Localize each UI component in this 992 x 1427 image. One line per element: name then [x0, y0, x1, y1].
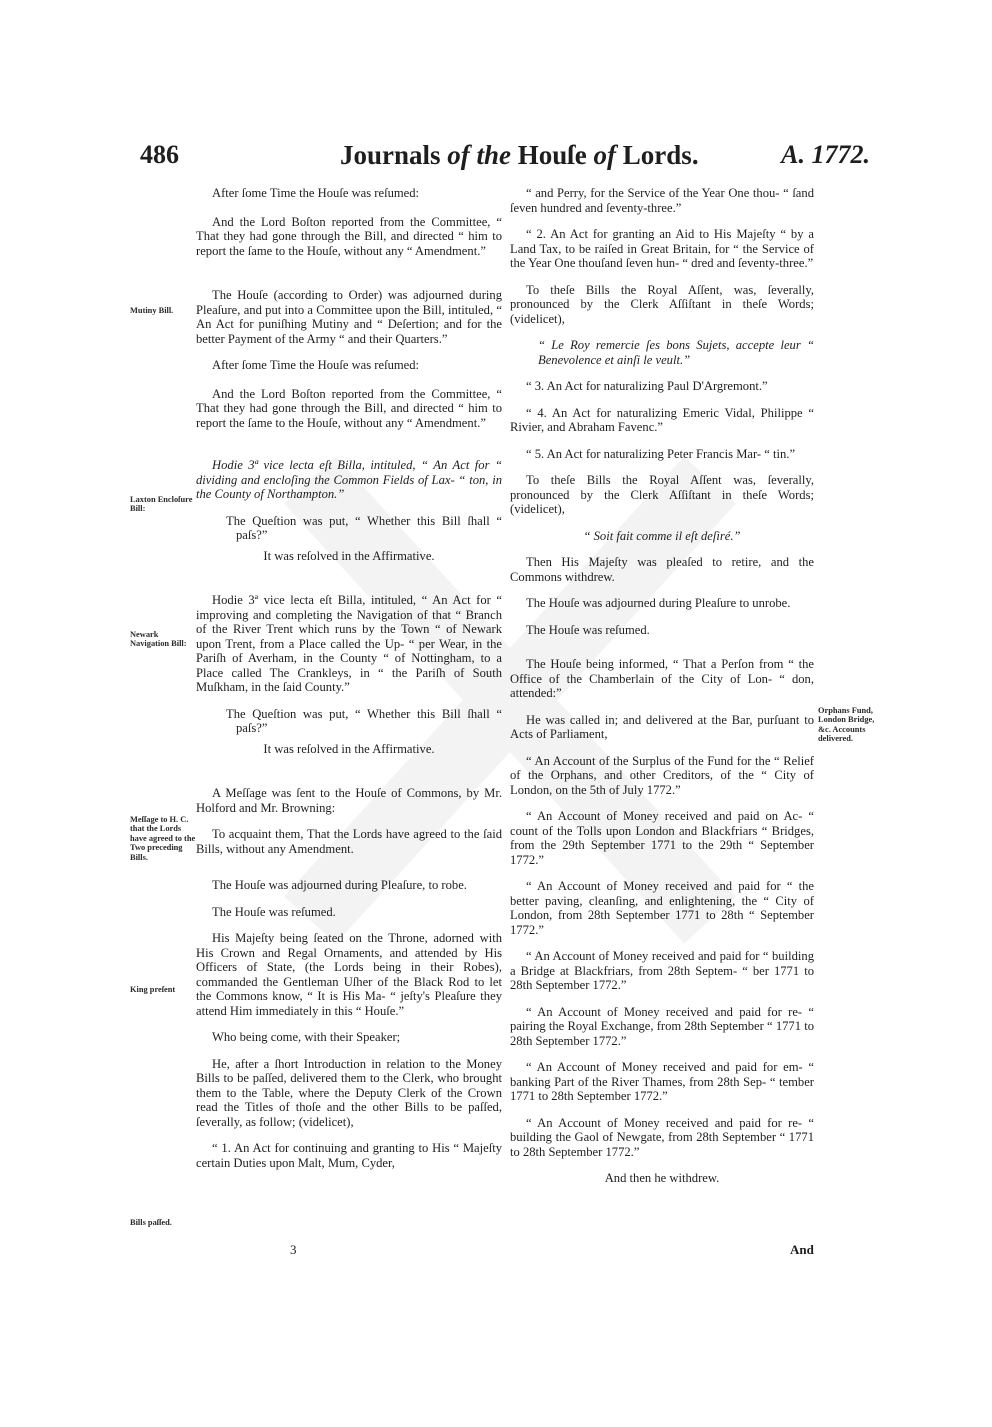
paragraph: “ 3. An Act for naturalizing Paul D'Argremont.” [526, 379, 768, 393]
margin-note-laxton: Laxton Encloſure Bill: [130, 495, 193, 514]
paragraph: After ſome Time the Houſe was reſumed: [212, 358, 420, 372]
margin-note-message: Meſſage to H. C. that the Lords have agreed to the Two preceding Bills. [130, 815, 196, 862]
paragraph: “ An Account of the Surplus of the Fund for the “ Relief of the Orphans, and other Creditors, of the “ City of London, on the 5th of July 1772.” [510, 753, 814, 797]
margin-note-orphans: Orphans Fund, London Bridge, &c. Accounts delivered. [818, 706, 875, 744]
paragraph: He, after a ſhort Introduction in relation to the Money Bills to be paſſed, delivered them to the Clerk, who brought them to the Table, where the Deputy Clerk of the Crown read the Titles of thoſe and the other Bills to be paſſed, ſeverally, as follow; (videlicet), [196, 1056, 502, 1129]
paragraph: And then he withdrew. [604, 1171, 720, 1185]
paragraph: And the Lord Boſton reported from the Committee, “ That they had gone through the Bill, and directed “ him to report the ſame to the Houſe, without any “ Amendment.” [196, 386, 502, 430]
paragraph: The Queſtion was put, “ Whether this Bill ſhall “ paſs?” [226, 513, 502, 542]
paragraph: After ſome Time the Houſe was reſumed: [212, 186, 420, 200]
paragraph: To theſe Bills the Royal Aſſent, was, ſeverally, pronounced by the Clerk Aſſiſtant in theſe Words; (videlicet), [510, 282, 814, 326]
paragraph: “ An Account of Money received and paid for “ building a Bridge at Blackfriars, from 28th Septem- “ ber 1771 to 28th September 1772.” [510, 949, 814, 992]
paragraph: The Houſe was adjourned during Pleaſure, to robe. [212, 878, 467, 892]
page-number: 486 [140, 140, 179, 169]
header-year: A. 1772. [781, 140, 870, 169]
title-part-of-the: of the [447, 140, 512, 170]
left-column [196, 186, 502, 1182]
paragraph: “ An Account of Money received and paid for re- “ pairing the Royal Exchange, from 28th September “ 1771 to 28th September 1772.” [510, 1004, 814, 1048]
paragraph: He was called in; and delivered at the Bar, purſuant to Acts of Parliament, [510, 712, 814, 741]
paragraph: “ and Perry, for the Service of the Year One thou- “ ſand ſeven hundred and ſeventy-three.” [510, 186, 814, 215]
paragraph: The Houſe was reſumed. [212, 904, 336, 919]
paragraph: Who being come, with their Speaker; [212, 1030, 401, 1044]
margin-note-mutiny-bill: Mutiny Bill. [130, 306, 174, 315]
title-part-of: of [593, 140, 617, 170]
paragraph: “ An Account of Money received and paid for “ the better paving, cleanſing, and enlightening, the “ City of London, from 28th September 1771 to 28th “ September 1772.” [510, 879, 814, 937]
paragraph: The Houſe (according to Order) was adjourned during Pleaſure, and put into a Committee upon the Bill, intituled, “ An Act for puniſhing Mutiny and “ Deſertion; and for the better Payment of the Army “ and their Quarters.” [196, 288, 502, 346]
paragraph: “ 1. An Act for continuing and granting to His “ Majeſty certain Duties upon Malt, Mum, Cyder, [196, 1141, 502, 1170]
paragraph: The Houſe was reſumed. [526, 622, 650, 637]
royal-assent-formula: “ Le Roy remercie ſes bons Sujets, accepte leur “ Benevolence et ainſi le veult.” [538, 338, 814, 367]
paragraph: To acquaint them, That the Lords have agreed to the ſaid Bills, without any Amendment. [196, 827, 502, 856]
paragraph: “ 5. An Act for naturalizing Peter Francis Mar- “ tin.” [526, 446, 796, 461]
page-header [140, 140, 870, 180]
paragraph: “ An Account of Money received and paid on Ac- “ count of the Tolls upon London and Blackfriars “ Bridges, from the 29th September 1771 to the 29th “ September 1772.” [510, 809, 814, 867]
paragraph: Then His Majeſty was pleaſed to retire, and the Commons withdrew. [510, 555, 814, 584]
paragraph: “ 4. An Act for naturalizing Emeric Vidal, Philippe “ Rivier, and Abraham Favenc.” [510, 405, 814, 434]
right-column [510, 186, 814, 1198]
paragraph: And the Lord Boſton reported from the Committee, “ That they had gone through the Bill, and directed “ him to report the ſame to the Houſe, without any “ Amendment.” [196, 214, 502, 258]
signature-mark: 3 [290, 1242, 297, 1257]
paragraph: It was reſolved in the Affirmative. [263, 741, 435, 756]
title-part-journals: Journals [340, 140, 448, 170]
paragraph: Hodie 3ª vice lecta eſt Billa, intituled, “ An Act for “ dividing and encloſing the Common Fields of Lax- “ ton, in the County of Northampton.” [196, 458, 502, 501]
paragraph: To theſe Bills the Royal Aſſent was, ſeverally, pronounced by the Clerk Aſſiſtant in theſe Words; (videlicet), [510, 473, 814, 516]
paragraph: A Meſſage was ſent to the Houſe of Commons, by Mr. Holford and Mr. Browning: [196, 786, 502, 815]
margin-note-bills-passed: Bills paſſed. [130, 1218, 172, 1227]
margin-note-newark: Newark Navigation Bill: [130, 630, 187, 649]
title-part-lords: Lords. [616, 140, 699, 170]
margin-note-king-present: King preſent [130, 985, 176, 994]
paragraph: “ 2. An Act for granting an Aid to His Majeſty “ by a Land Tax, to be raiſed in Great Britain, for “ the Service of the Year One thouſand ſeven hun- “ dred and ſeventy-three.” [510, 227, 814, 270]
paragraph: Hodie 3ª vice lecta eſt Billa, intituled, “ An Act for “ improving and completing the Navigation of that “ Branch of the River Trent which runs by the Town “ of Newark upon Trent, from a Place called the Up- “ per Wear, in the Pariſh of Averham, in the County “ of Nottingham, to a Place called The Crankleys, in “ the Pariſh of South Muſkham, in the ſaid County.” [196, 593, 502, 694]
paragraph: It was reſolved in the Affirmative. [263, 548, 435, 563]
paragraph: His Majeſty being ſeated on the Throne, adorned with His Crown and Regal Ornaments, and attended by His Officers of State, (the Lords being in their Robes), commanded the Gentleman Uſher of the Black Rod to let the Commons know, “ It is His Ma- “ jeſty's Pleaſure they attend Him immediately in this “ Houſe.” [196, 931, 502, 1018]
paragraph: The Houſe was adjourned during Pleaſure to unrobe. [526, 596, 791, 610]
running-title [340, 140, 699, 171]
catchword: And [790, 1242, 814, 1257]
paragraph: The Queſtion was put, “ Whether this Bill ſhall “ paſs?” [226, 706, 502, 735]
royal-assent-formula: “ Soit fait comme il eſt deſiré.” [583, 528, 741, 543]
paragraph: The Houſe being informed, “ That a Perſon from “ the Office of the Chamberlain of the City of Lon- “ don, attended:” [510, 657, 814, 700]
paragraph: “ An Account of Money received and paid for re- “ building the Gaol of Newgate, from 28th September “ 1771 to 28th September 1772.” [510, 1115, 814, 1159]
paragraph: “ An Account of Money received and paid for em- “ banking Part of the River Thames, from 28th Sep- “ tember 1771 to 28th September 1772.” [510, 1060, 814, 1103]
title-part-house: Houſe [511, 140, 594, 170]
